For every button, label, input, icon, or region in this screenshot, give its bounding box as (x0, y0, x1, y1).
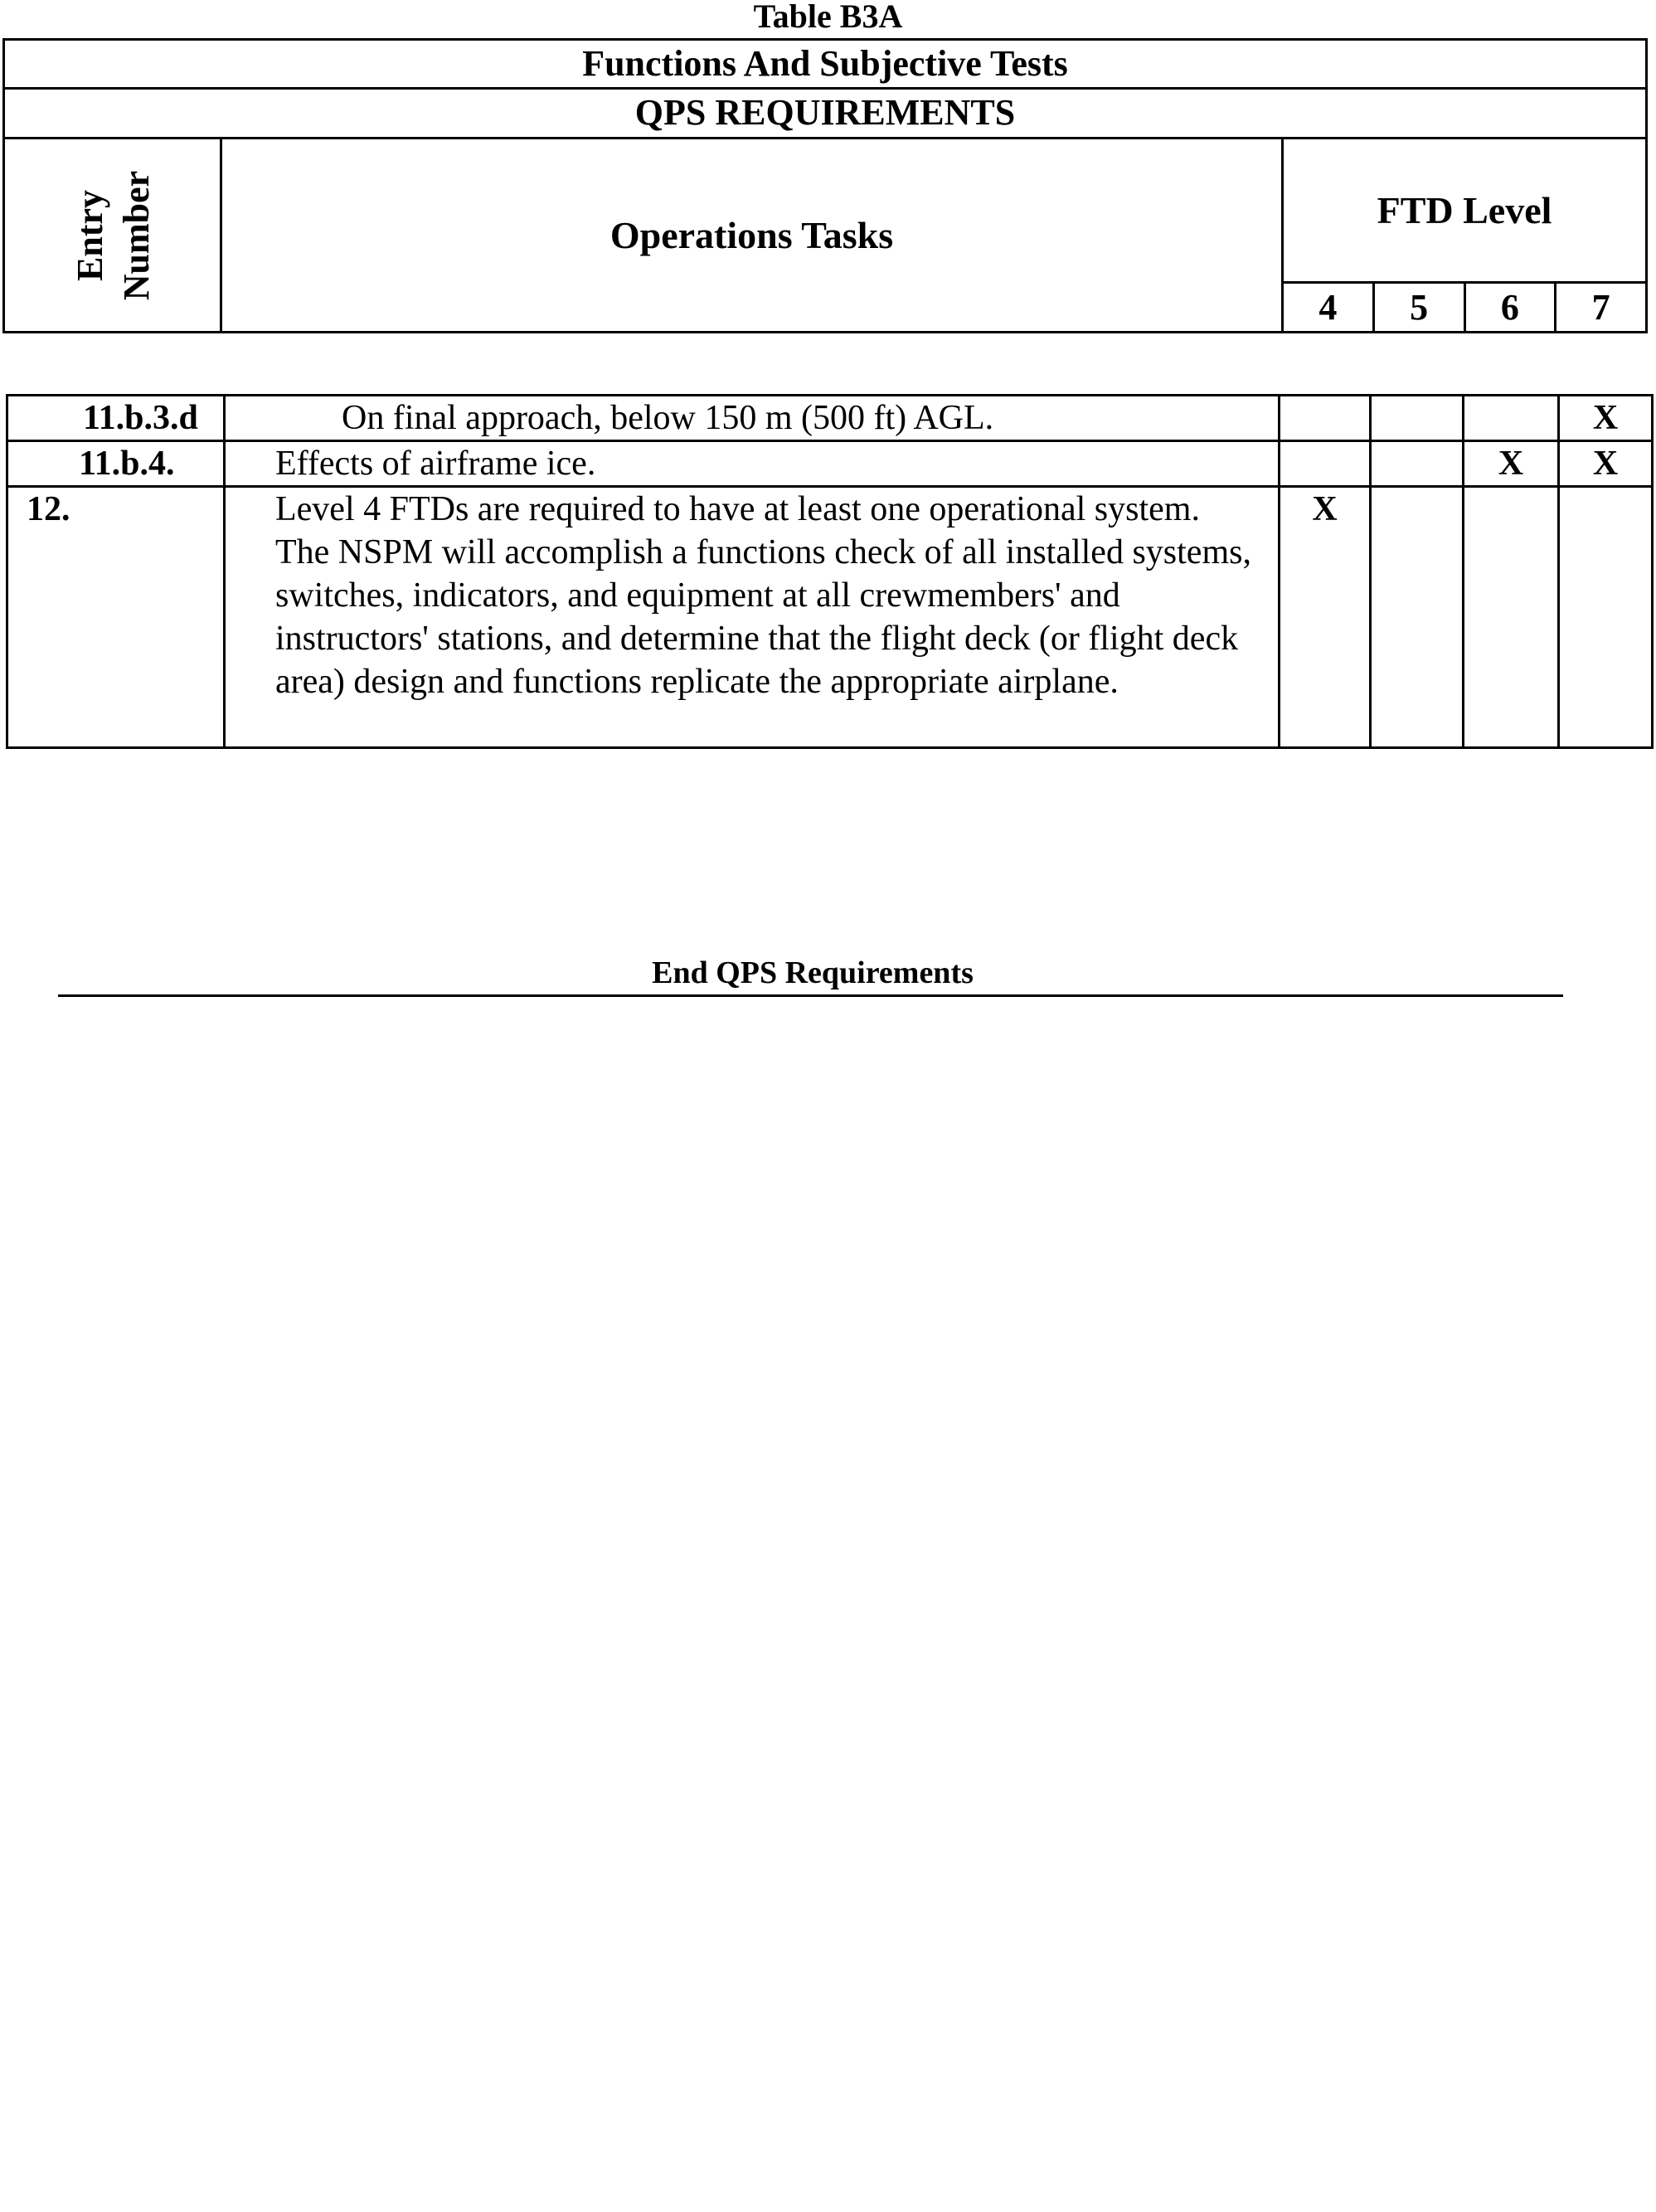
level-6-mark: X (1464, 441, 1559, 487)
level-4-header: 4 (1284, 284, 1375, 331)
requirements-table (6, 394, 1654, 749)
table-row (7, 396, 1653, 441)
table-row (7, 441, 1653, 487)
qps-subtitle: QPS REQUIREMENTS (5, 90, 1645, 139)
table-row (7, 487, 1653, 748)
end-qps-requirements: End QPS Requirements (652, 955, 974, 990)
task-text: Effects of airframe ice. (225, 441, 1280, 487)
ftd-level-title: FTD Level (1284, 139, 1645, 284)
level-6-mark (1464, 487, 1559, 748)
ftd-level-header (1284, 139, 1645, 331)
level-5-mark (1371, 487, 1464, 748)
end-divider (58, 994, 1563, 997)
level-5-mark (1371, 441, 1464, 487)
level-5-header: 5 (1375, 284, 1466, 331)
level-5-mark (1371, 396, 1464, 441)
table-title: Table B3A (753, 0, 903, 35)
entry-number: 11.b.3.d (7, 396, 225, 441)
operations-tasks-header: Operations Tasks (222, 139, 1284, 331)
entry-number: 12. (7, 487, 225, 748)
entry-label-line2: Number (116, 170, 157, 301)
entry-number-header (5, 139, 222, 331)
entry-label-line1: Entry (70, 190, 110, 281)
level-7-mark: X (1559, 441, 1653, 487)
level-7-header: 7 (1591, 287, 1610, 328)
entry-number: 11.b.4. (7, 441, 225, 487)
level-6-header: 6 (1466, 284, 1557, 331)
level-4-mark: X (1280, 487, 1371, 748)
level-7-mark: X (1559, 396, 1653, 441)
table-header (2, 38, 1648, 333)
level-6-mark (1464, 396, 1559, 441)
level-7-mark (1559, 487, 1653, 748)
level-4-mark (1280, 441, 1371, 487)
task-text: On final approach, below 150 m (500 ft) AGL. (225, 396, 1280, 441)
task-text: Level 4 FTDs are required to have at least one operational system. The NSPM will accomplish a functions check of all installed systems, switches, indicators, and equipment at all crewmembers' and instructors' stations, and determine that the flight deck (or flight deck area) design and functions replicate the appropriate airplane. (225, 487, 1280, 748)
section-title: Functions And Subjective Tests (5, 41, 1645, 90)
level-4-mark (1280, 396, 1371, 441)
